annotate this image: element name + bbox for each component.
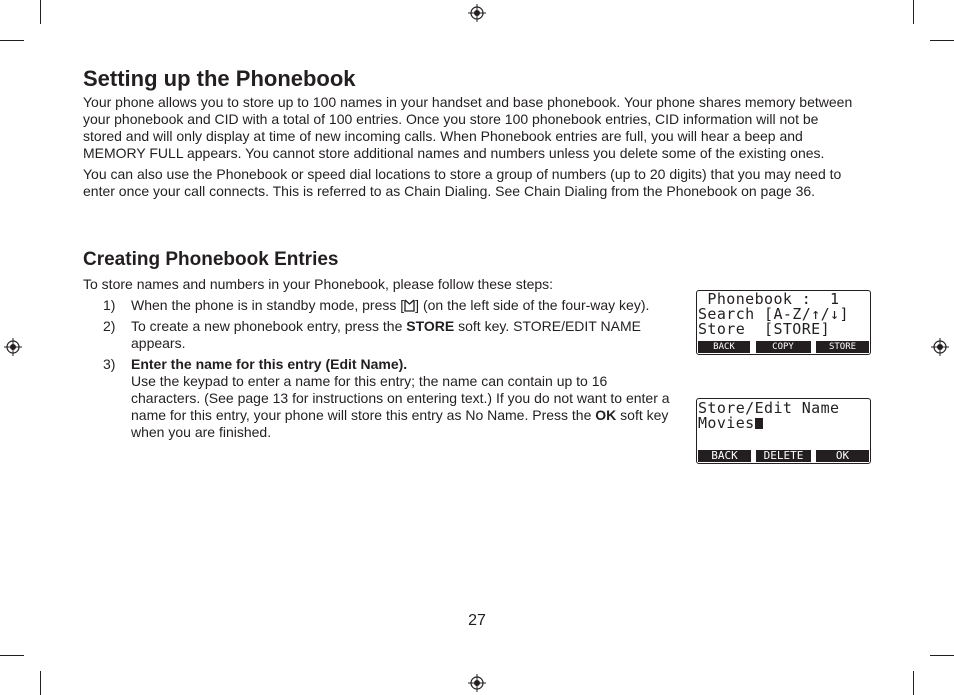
paragraph: Your phone allows you to store up to 100 names in your handset and base phonebook. Your phone shares memory between your phonebook and CID with a total of 100 entries. Once you store 100 phonebook entries, CID information will not be stored and will only display at time of new incoming calls. When Phonebook entries are full, you will hear a beep and MEMORY FULL appears. You cannot store additional names and numbers unless you delete some of the existing ones. [83, 94, 853, 161]
soft-key-name: STORE [406, 318, 455, 334]
text-cursor [755, 418, 763, 429]
lcd-line: Phonebook : 1 [698, 290, 840, 308]
lcd-screen-edit-name [696, 398, 871, 464]
lcd-line: Search [A-Z/↑/↓] [698, 305, 849, 323]
crop-mark [930, 40, 954, 41]
lcd-screen-phonebook [696, 290, 871, 355]
registration-mark-icon [4, 338, 22, 356]
crop-mark [930, 655, 954, 656]
steps-list [83, 297, 673, 445]
step-number: 3) [103, 356, 116, 372]
step-text-part: To create a new phonebook entry, press the [131, 318, 407, 334]
lcd-name-value: Movies [698, 414, 755, 432]
phonebook-key-icon [404, 299, 415, 312]
crop-mark [913, 0, 914, 24]
crop-mark [40, 671, 41, 695]
crop-mark [913, 671, 914, 695]
step-text [131, 318, 673, 352]
registration-mark-icon [468, 674, 486, 692]
step-text [131, 297, 673, 314]
crop-mark [0, 655, 24, 656]
page-content [83, 64, 863, 200]
softkey-store: STORE [816, 341, 869, 353]
step-text-part: When the phone is in standby mode, press [ [131, 297, 405, 313]
lcd-line: Store/Edit Name [698, 399, 840, 417]
step-number: 1) [103, 297, 116, 313]
list-item [83, 318, 673, 352]
soft-key-name: OK [595, 407, 617, 423]
page-number: 27 [468, 612, 486, 629]
step-text-part: soft key. STORE/EDIT NAME appears. [131, 318, 641, 351]
crop-mark [0, 40, 24, 41]
registration-mark-icon [468, 4, 486, 22]
step-text-part: soft key when you are finished. [131, 407, 669, 440]
lcd-line [697, 416, 870, 431]
page-title: Setting up the Phonebook [83, 66, 356, 91]
section-heading: Creating Phonebook Entries [83, 249, 339, 270]
paragraph: You can also use the Phonebook or speed dial locations to store a group of numbers (up to 20 digits) that you may need to enter once your call connects. This is referred to as Chain Dialing. See Chain Dialing from the Phonebook on page 36. [83, 166, 842, 199]
softkey-bar [698, 341, 869, 353]
softkey-ok: OK [816, 450, 869, 462]
softkey-back: BACK [698, 450, 751, 462]
registration-mark-icon [931, 338, 949, 356]
softkey-bar [698, 450, 869, 462]
section-intro: To store names and numbers in your Phonebook, please follow these steps: [83, 276, 554, 292]
step-heading: Enter the name for this entry (Edit Name). [131, 356, 408, 372]
softkey-copy: COPY [756, 341, 811, 353]
step-text-part: ] (on the left side of the four-way key). [415, 297, 650, 313]
list-item [83, 356, 673, 441]
step-text [131, 356, 673, 441]
list-item [83, 297, 673, 314]
softkey-delete: DELETE [756, 450, 811, 462]
softkey-back: BACK [698, 341, 750, 353]
step-text-part: Use the keypad to enter a name for this entry; the name can contain up to 16 characters. (See page 13 for instructions on entering text.) If you do not want to enter a name for this entry, your phone will store this entry as No Name. Press the [131, 373, 670, 423]
crop-mark [40, 0, 41, 24]
step-number: 2) [103, 318, 116, 334]
lcd-line: Store [STORE] [698, 320, 831, 338]
